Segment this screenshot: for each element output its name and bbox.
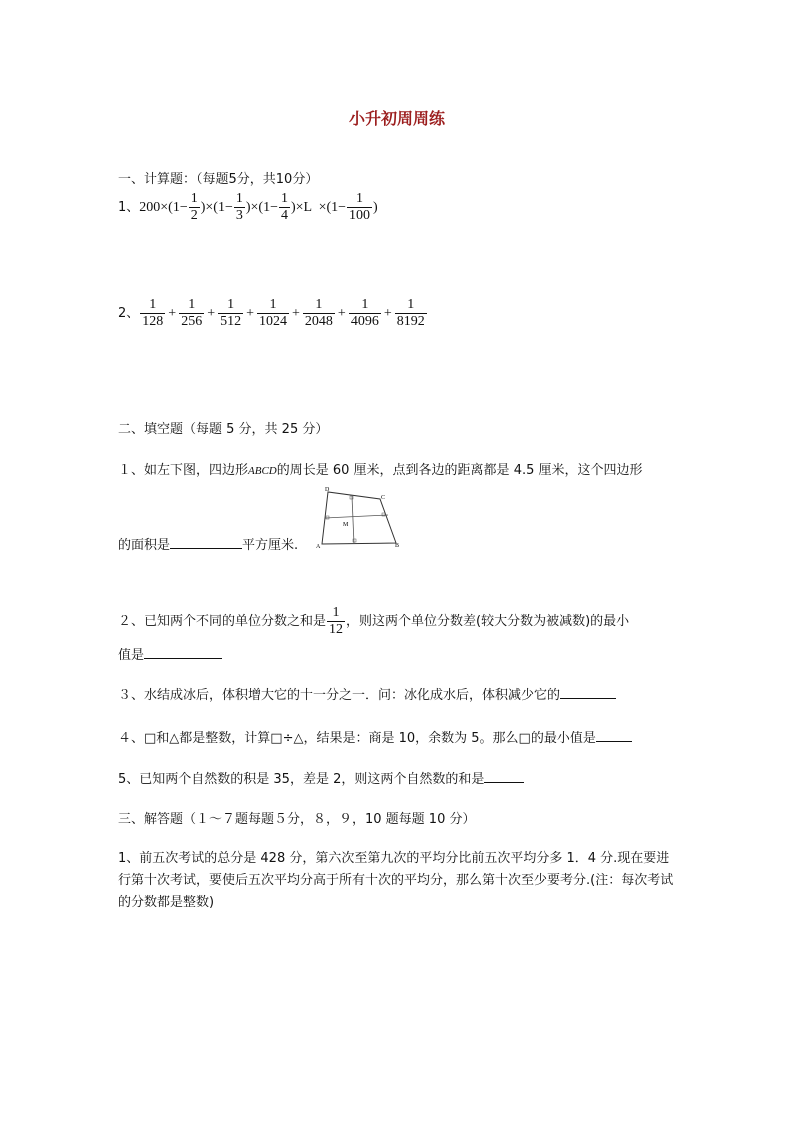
- expr-mid: )×(1−: [245, 199, 278, 215]
- question-label: 1、: [118, 199, 140, 215]
- answer-blank[interactable]: [170, 536, 242, 549]
- expr-lead: 200×(1−: [139, 199, 188, 215]
- question-2-2-line2: 值是: [118, 646, 222, 665]
- label-b: B: [395, 543, 400, 549]
- fraction: $\frac{1}{512}$: [220, 297, 242, 329]
- fraction: $\frac{1}{256}$: [181, 297, 203, 329]
- page-title: 小升初周周练: [348, 109, 445, 128]
- fraction: $\frac{1}{128}$: [142, 297, 164, 329]
- plus-sign: +: [168, 305, 177, 321]
- question-3-1: 1、前五次考试的总分是 428 分，第六次至第九次的平均分比前五次平均分多 1．4 分.现在要进行第十次考试，要使后五次平均分高于所有十次的平均分，那么第十次至少要考分.(注：每次考试的分数都是整数): [118, 851, 674, 910]
- fraction: $\frac{1}{12}$: [329, 605, 344, 637]
- question-label: 2、: [118, 305, 140, 321]
- question-1-2: [118, 297, 428, 330]
- label-d: D: [325, 487, 330, 493]
- plus-sign: +: [246, 305, 254, 321]
- question-2-1-line2: 的面积是 平方厘米.: [118, 538, 299, 553]
- section-1-heading: 一、计算题：（每题5分，共10分）: [118, 172, 319, 187]
- plus-sign: +: [383, 305, 392, 321]
- plus-sign: +: [207, 305, 216, 321]
- expr-mid: )×L ×(1−: [290, 199, 347, 215]
- question-2-5: 5、已知两个自然数的积是 35，差是 2，则这两个自然数的和是: [118, 770, 524, 789]
- answer-blank[interactable]: [144, 646, 222, 659]
- shape-name: ABCD: [248, 465, 277, 477]
- label-c: C: [381, 495, 386, 501]
- section-2-heading: 二、填空题（每题 5 分，共 25 分）: [118, 422, 329, 437]
- question-2-4: ４、□和△都是整数，计算□÷△，结果是：商是 10，余数为 5。那么□的最小值是: [118, 729, 632, 748]
- fraction: $\frac{1}{2048}$: [304, 297, 333, 329]
- fraction: $\frac{1}{3}$: [235, 191, 243, 223]
- question-2-3: ３、水结成冰后，体积增大它的十一分之一．问：冰化成水后，体积减少它的: [118, 686, 616, 705]
- answer-blank[interactable]: [596, 729, 632, 742]
- fraction: $\frac{1}{100}$: [349, 191, 371, 223]
- fraction: $\frac{1}{4}$: [280, 191, 288, 223]
- fraction-sum: [139, 297, 427, 330]
- plus-sign: +: [292, 305, 300, 321]
- quadrilateral-figure: [312, 484, 404, 550]
- expr-mid: )×(1−: [200, 199, 233, 215]
- question-1-1: [118, 191, 378, 224]
- answer-blank[interactable]: [484, 770, 524, 783]
- plus-sign: +: [337, 305, 346, 321]
- expr-tail: ): [373, 199, 378, 215]
- label-a: A: [316, 544, 321, 550]
- fraction: $\frac{1}{2}$: [190, 191, 198, 223]
- question-2-2-line1: ２、已知两个不同的单位分数之和是 $\frac{1}{12}$ ，则这两个单位分数差(较大分数为被减数)的最小: [118, 605, 630, 637]
- fraction: $\frac{1}{4096}$: [350, 297, 379, 329]
- answer-blank[interactable]: [560, 686, 616, 699]
- fraction: $\frac{1}{8192}$: [396, 297, 425, 329]
- label-m: M: [343, 522, 349, 528]
- question-2-1-line1: １、如左下图，四边形ABCD的周长是 60 厘米，点到各边的距离都是 4.5 厘米，这个四边形: [118, 463, 643, 478]
- section-3-heading: 三、解答题（１～７题每题５分，８，９，10 题每题 10 分）: [118, 812, 476, 827]
- fraction: $\frac{1}{1024}$: [259, 297, 287, 329]
